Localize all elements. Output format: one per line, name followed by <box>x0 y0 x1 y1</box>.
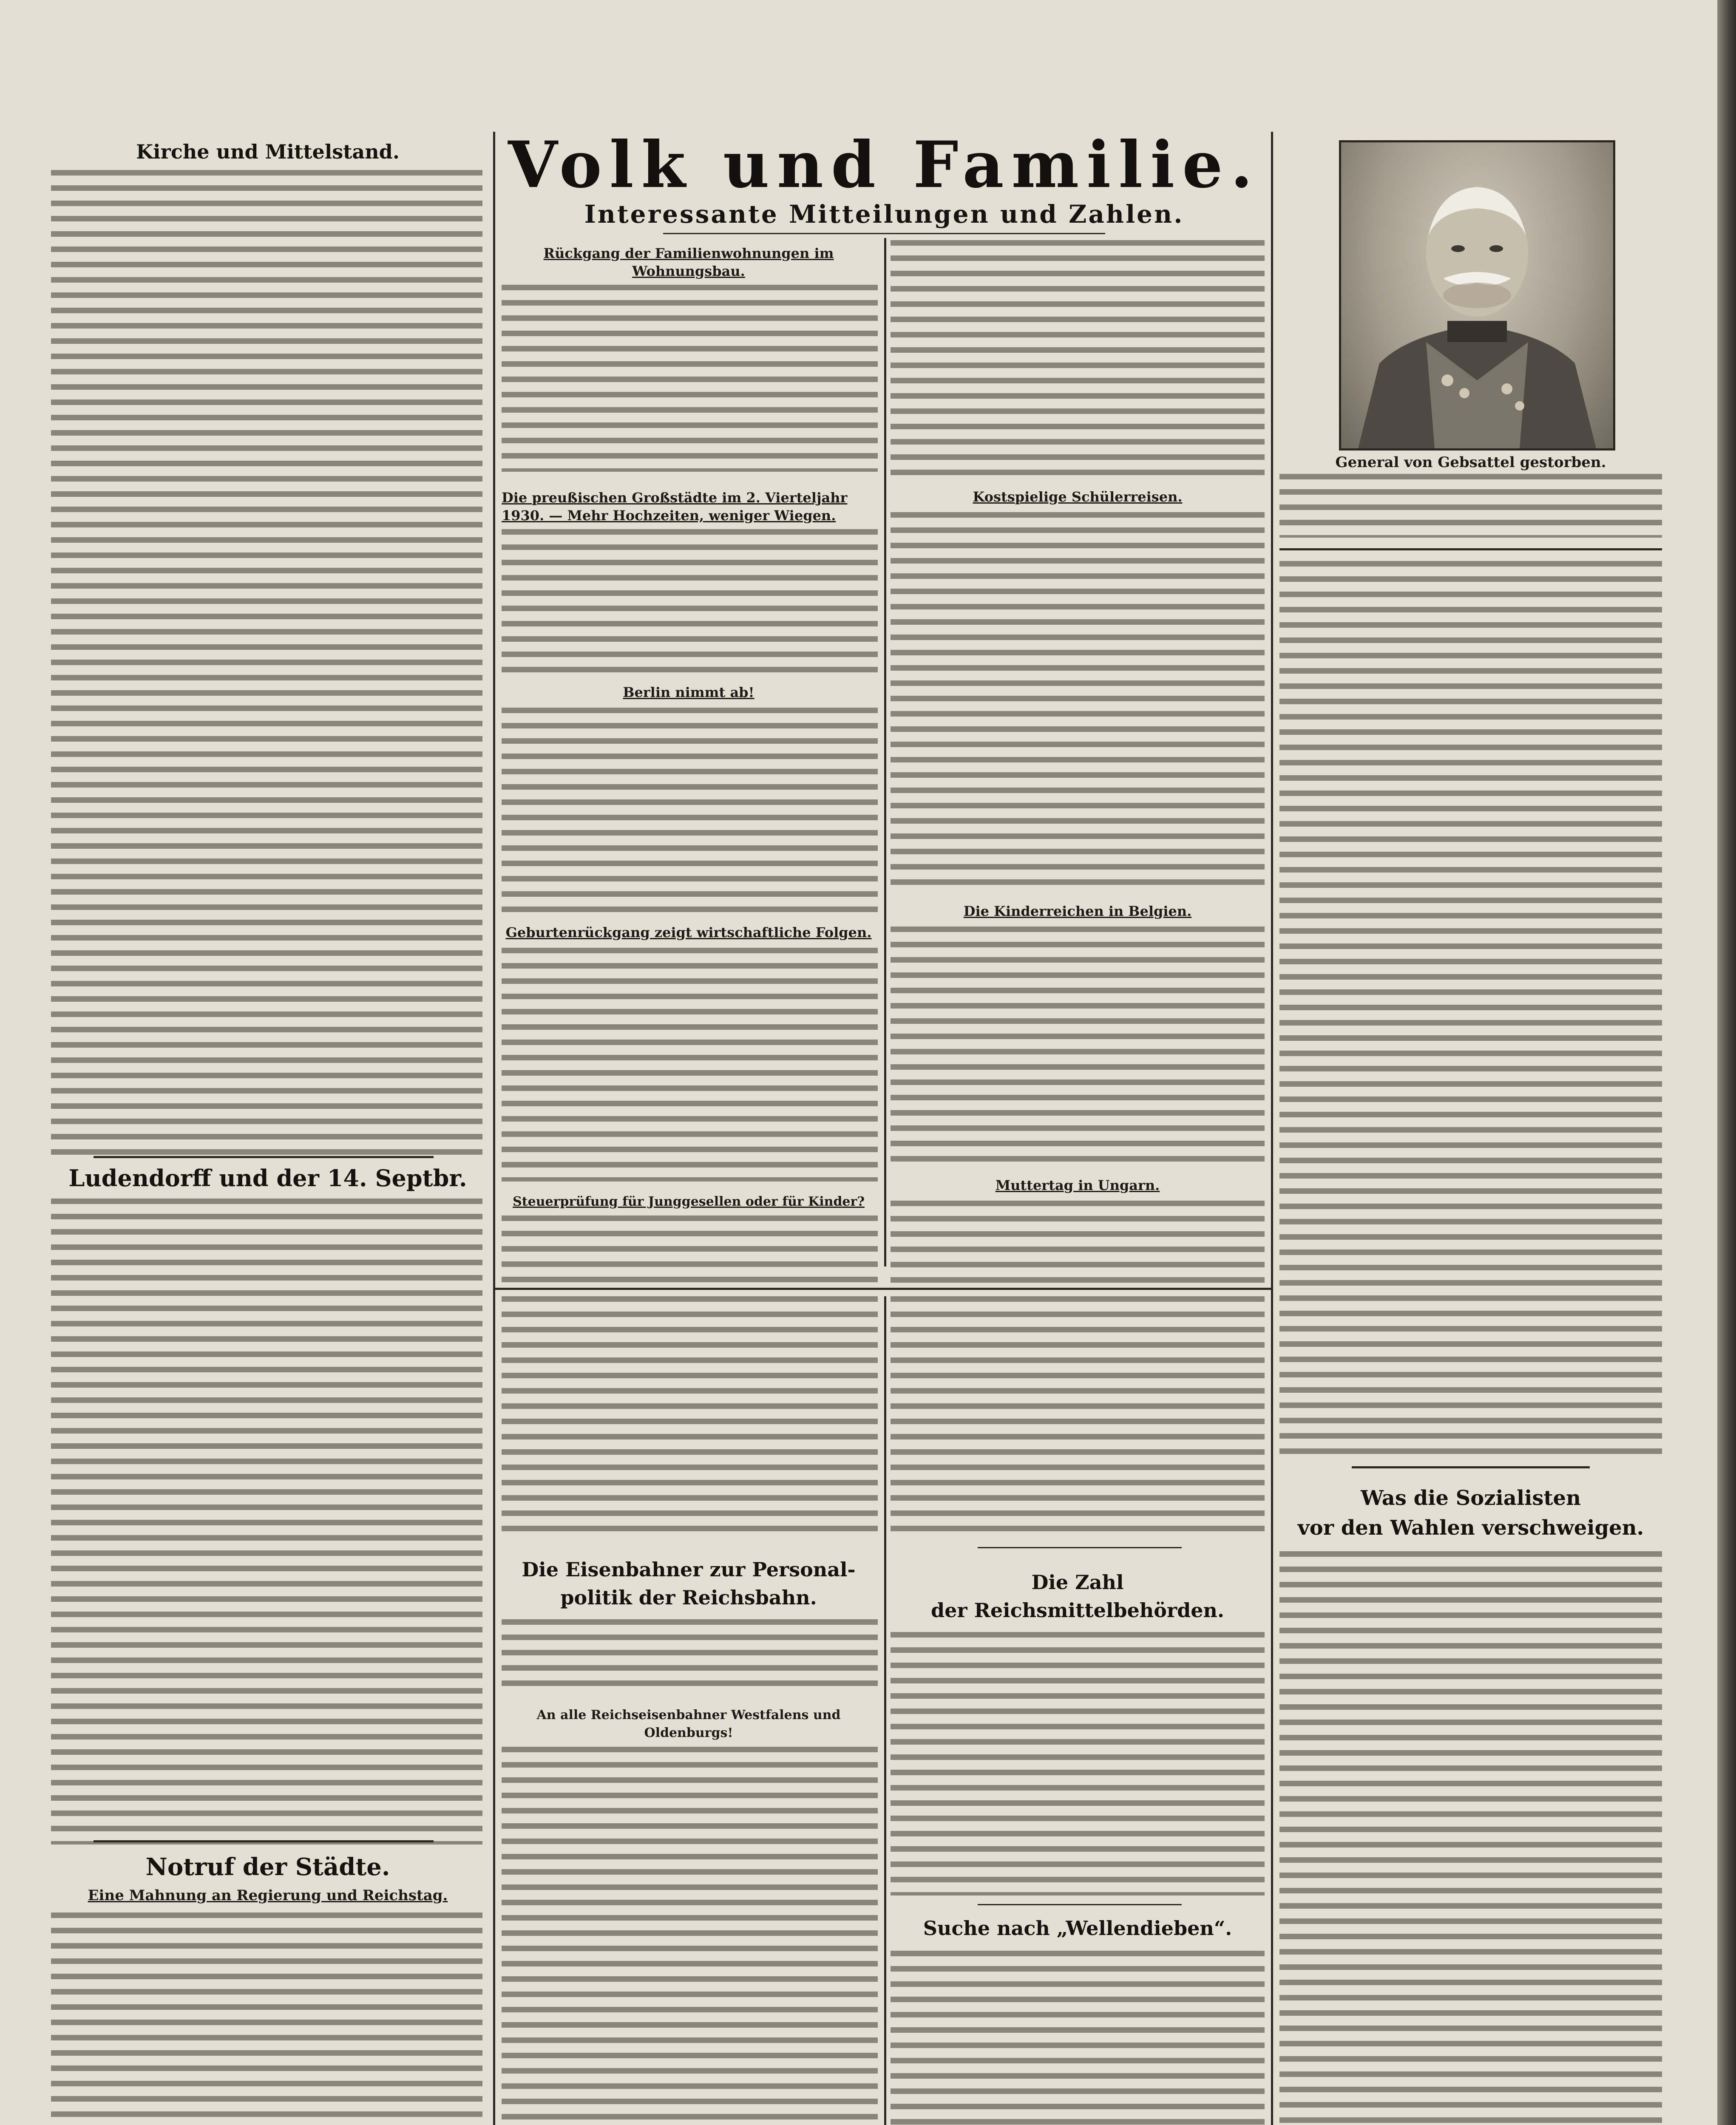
headline-grossstaedte <box>502 489 876 524</box>
article-divider <box>94 1156 434 1158</box>
article-body-notruf <box>51 1912 482 2125</box>
headline-steuerpruefung: Steuerprüfung für Junggesellen oder für Kinder? <box>513 1194 865 1209</box>
article-body-kirche <box>51 170 482 1164</box>
headline-schuelerreisen: Kostspielige Schülerreisen. <box>973 489 1183 505</box>
headline-muttertag: Muttertag in Ungarn. <box>995 1177 1160 1193</box>
masthead-rule <box>663 233 1105 234</box>
headline-reichsmittelbehoerden <box>891 1568 1265 1624</box>
headline-notruf: Notruf der Städte. <box>145 1853 390 1881</box>
headline-familienwohnungen <box>502 244 876 280</box>
subheadline-notruf: Eine Mahnung an Regierung und Reichstag. <box>88 1887 448 1904</box>
appeal-eisenbahner <box>502 1706 876 1742</box>
mid-column-divider <box>495 1288 1271 1290</box>
article-body-berlin <box>502 708 878 916</box>
headline-reichsmittel-line1: Die Zahl <box>1031 1571 1124 1594</box>
headline-sozialisten-line1: Was die Sozialisten <box>1361 1486 1581 1510</box>
article-body-continued-lower-left <box>502 1296 878 1534</box>
section-subtitle: Interessante Mitteilungen und Zahlen. <box>584 200 1184 229</box>
column-rule-2 <box>884 238 886 1266</box>
headline-ludendorff: Ludendorff und der 14. Septbr. <box>68 1164 467 1192</box>
article-body-grossstaedte <box>502 529 878 674</box>
article-body-muttertag <box>891 1201 1265 1284</box>
article-body-eisenbahner <box>502 1619 878 1696</box>
article-body-continued-lower-right <box>891 1296 1265 1534</box>
headline-geburtenrueckgang: Geburtenrückgang zeigt wirtschaftliche Folgen. <box>505 924 872 941</box>
article-body-continued <box>891 240 1265 478</box>
headline-sozialisten-line2: vor den Wahlen verschweigen. <box>1297 1516 1644 1540</box>
article-divider <box>978 1547 1182 1548</box>
headline-reichsmittel-line2: der Reichsmittelbehörden. <box>930 1599 1225 1622</box>
article-divider <box>978 1904 1182 1905</box>
headline-eisenbahner-line2: politik der Reichsbahn. <box>560 1586 817 1609</box>
portrait-caption-title: General von Gebsattel gestorben. <box>1335 454 1606 471</box>
column-rule-3 <box>1271 132 1273 2125</box>
headline-grossstaedte-text: Die preußischen Großstädte im 2. Vierteljahr 1930. — Mehr Hochzeiten, weniger Wiegen. <box>502 490 848 524</box>
headline-kinderreichen: Die Kinderreichen in Belgien. <box>963 903 1192 919</box>
article-body-eisenbahner-appeal <box>502 1747 878 2125</box>
headline-eisenbahner <box>502 1556 876 1612</box>
section-title: Volk und Familie. <box>508 128 1260 202</box>
article-divider <box>1279 548 1662 550</box>
article-body-familienwohnungen <box>502 285 878 472</box>
article-body-ludendorff <box>51 1198 482 1844</box>
appeal-line2: Oldenburgs! <box>644 1726 733 1740</box>
headline-wellendieben: Suche nach „Wellendieben“. <box>923 1917 1232 1940</box>
article-body-reichsmittelbehoerden <box>891 1632 1265 1896</box>
article-body-schuelerreisen <box>891 512 1265 886</box>
page-edge-shadow <box>1717 0 1736 2125</box>
headline-kirche: Kirche und Mittelstand. <box>136 140 400 163</box>
article-divider <box>94 1840 434 1842</box>
portrait-illustration <box>1341 142 1613 448</box>
article-body-wellendieben <box>891 1951 1265 2125</box>
portrait-photo <box>1339 140 1615 450</box>
column-rule-1 <box>493 132 495 2125</box>
article-body-steuerpruefung <box>502 1216 878 1284</box>
article-body-wellendieben-continued <box>1279 561 1662 1462</box>
headline-sozialisten <box>1279 1483 1662 1543</box>
article-body-kinderreichen <box>891 926 1265 1164</box>
article-body-sozialisten <box>1279 1551 1662 2125</box>
headline-eisenbahner-line1: Die Eisenbahner zur Personal- <box>522 1558 856 1581</box>
headline-berlin: Berlin nimmt ab! <box>623 684 755 700</box>
portrait-caption-text <box>1279 474 1662 538</box>
column-rule-lower <box>884 1296 886 2125</box>
article-body-geburtenrueckgang <box>502 948 878 1182</box>
headline-familienwohnungen-text: Rückgang der Familienwohnungen im Wohnungsbau. <box>543 245 834 279</box>
article-divider <box>1352 1466 1590 1468</box>
appeal-line1: An alle Reichseisenbahner Westfalens und <box>536 1708 841 1723</box>
